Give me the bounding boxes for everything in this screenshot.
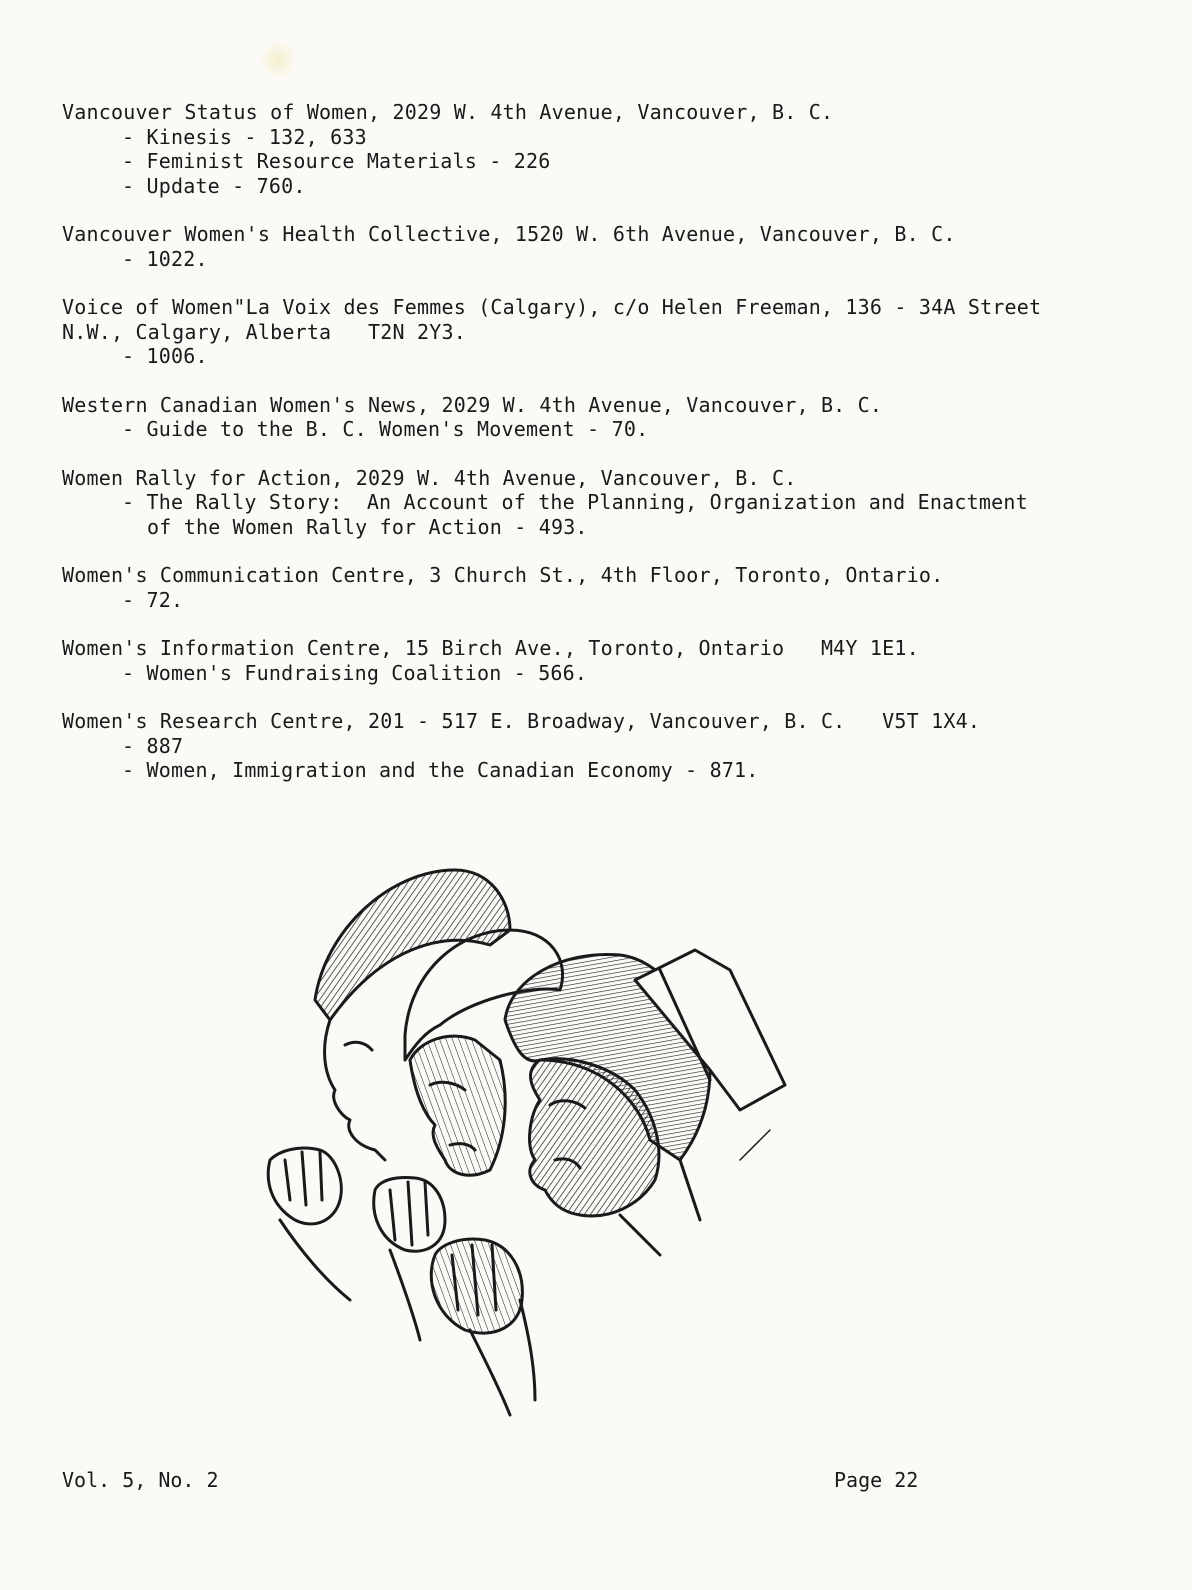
entry-heading: Voice of Women"La Voix des Femmes (Calgary), c/o Helen Freeman, 136 - 34A Street: [62, 295, 1042, 319]
directory-listing: [62, 100, 1142, 807]
directory-entry: [62, 709, 1142, 783]
entry-heading: Women's Information Centre, 15 Birch Ave., Toronto, Ontario M4Y 1E1.: [62, 636, 919, 660]
directory-entry: [62, 393, 1142, 442]
paper-stain: [258, 40, 298, 80]
entry-heading: Women's Communication Centre, 3 Church St., 4th Floor, Toronto, Ontario.: [62, 563, 944, 587]
directory-entry: [62, 466, 1142, 540]
entry-item: - Update - 760.: [122, 173, 306, 198]
directory-entry: [62, 563, 1142, 612]
directory-entry: [62, 100, 1142, 198]
entry-item: - Women's Fundraising Coalition - 566.: [122, 660, 588, 685]
volume-number: Vol. 5, No. 2: [62, 1468, 219, 1492]
entry-heading: Western Canadian Women's News, 2029 W. 4th Avenue, Vancouver, B. C.: [62, 392, 883, 417]
entry-item: - The Rally Story: An Account of the Planning, Organization and Enactment: [122, 490, 1028, 514]
page-number: Page 22: [834, 1468, 919, 1492]
entry-item: - 1006.: [122, 344, 208, 368]
directory-entry: [62, 636, 1142, 685]
entry-item: - Kinesis - 132, 633: [122, 124, 367, 149]
entry-heading: Vancouver Status of Women, 2029 W. 4th Avenue, Vancouver, B. C.: [62, 100, 834, 124]
entry-heading-continued: N.W., Calgary, Alberta T2N 2Y3.: [62, 319, 466, 344]
entry-item: - 72.: [122, 587, 184, 612]
entry-item: - 887: [122, 733, 184, 758]
directory-entry: [62, 295, 1142, 369]
entry-item: - Guide to the B. C. Women's Movement - 70.: [122, 417, 649, 441]
entry-heading: Women's Research Centre, 201 - 517 E. Broadway, Vancouver, B. C. V5T 1X4.: [62, 709, 981, 733]
entry-item: - 1022.: [122, 246, 208, 271]
entry-item: - Feminist Resource Materials - 226: [122, 149, 551, 173]
entry-item-continued: of the Women Rally for Action - 493.: [147, 514, 588, 539]
entry-item: - Women, Immigration and the Canadian Economy - 871.: [122, 758, 759, 782]
entry-heading: Vancouver Women's Health Collective, 1520 W. 6th Avenue, Vancouver, B. C.: [62, 222, 956, 246]
directory-entry: [62, 222, 1142, 271]
women-fists-illustration: [240, 860, 800, 1420]
entry-heading: Women Rally for Action, 2029 W. 4th Avenue, Vancouver, B. C.: [62, 465, 797, 490]
